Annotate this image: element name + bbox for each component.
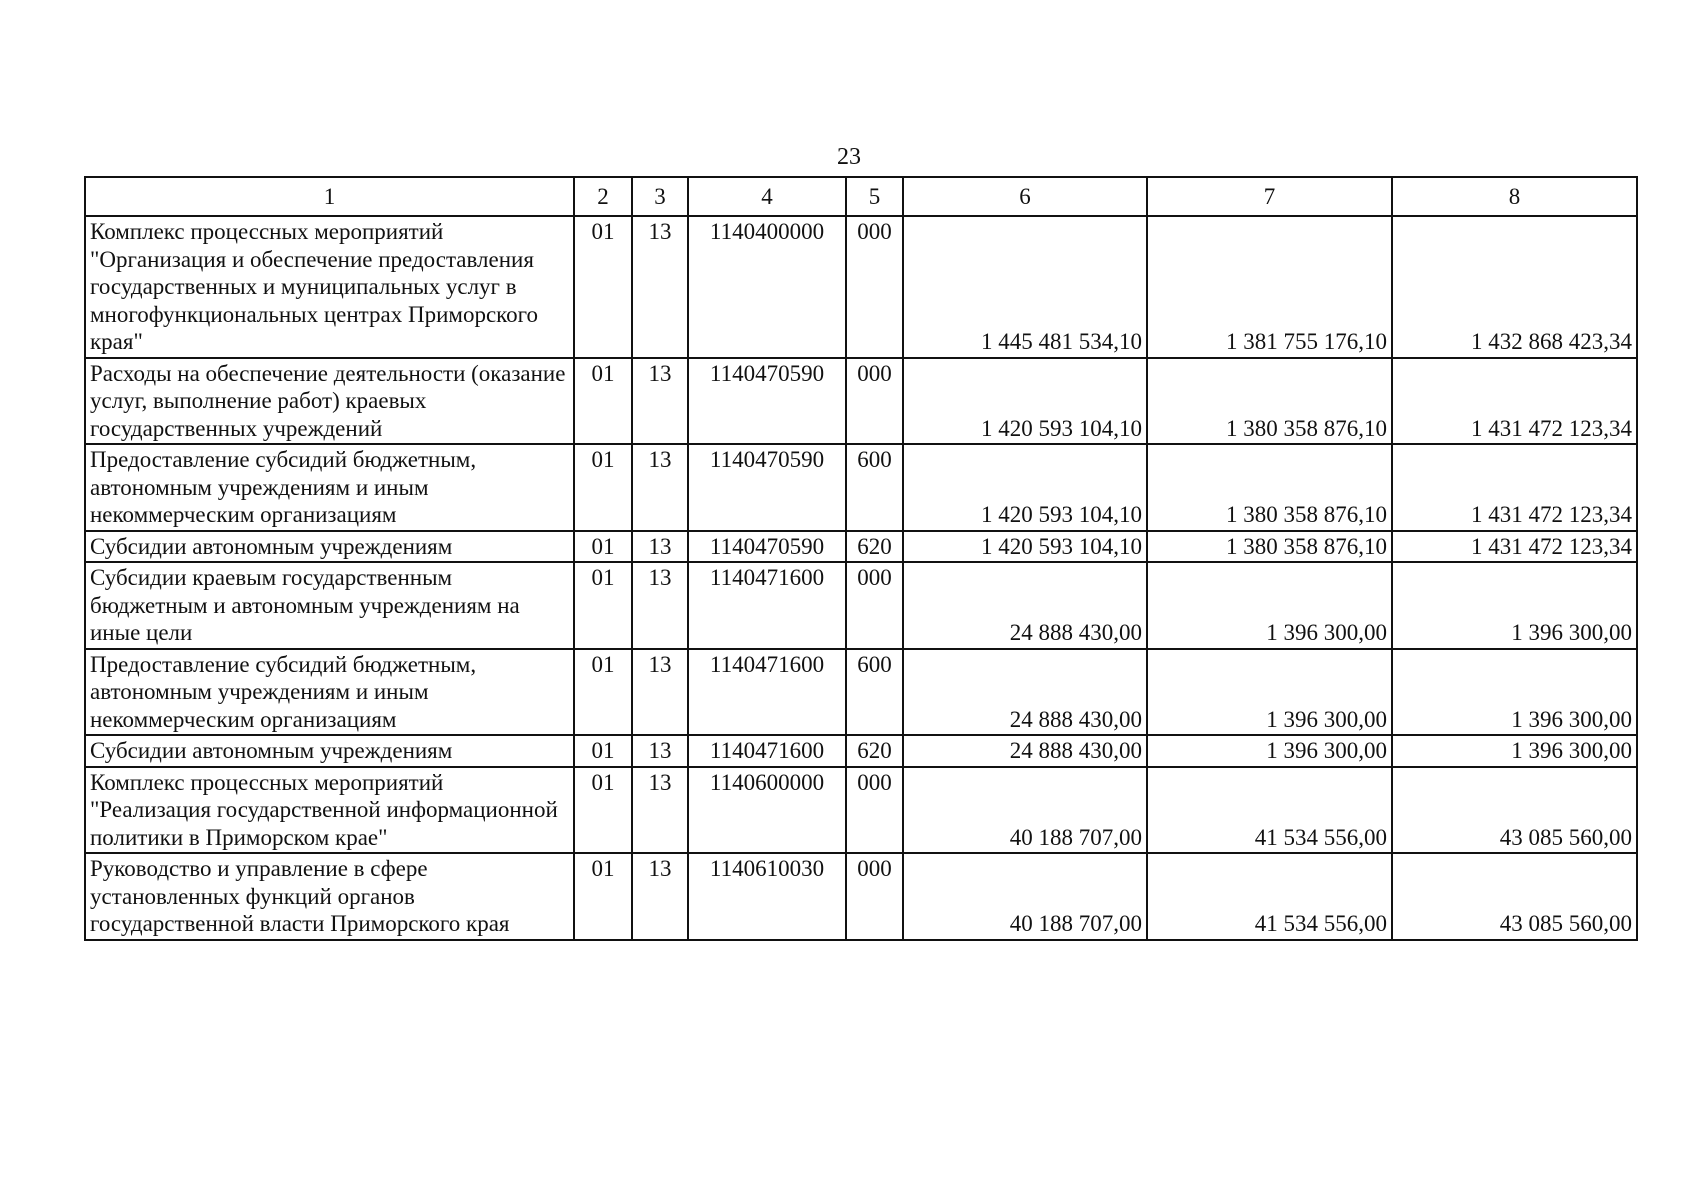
row-name: Субсидии автономным учреждениям xyxy=(85,531,574,563)
column-header: 7 xyxy=(1147,177,1392,216)
section-code: 01 xyxy=(574,767,632,854)
amount-col-6: 1 445 481 534,10 xyxy=(903,216,1147,358)
section-code: 01 xyxy=(574,444,632,531)
subsection-code: 13 xyxy=(632,562,688,649)
amount-col-7: 1 380 358 876,10 xyxy=(1147,531,1392,563)
expense-type-code: 600 xyxy=(846,444,903,531)
section-code: 01 xyxy=(574,216,632,358)
column-header: 3 xyxy=(632,177,688,216)
expense-type-code: 000 xyxy=(846,216,903,358)
amount-col-8: 1 431 472 123,34 xyxy=(1392,444,1637,531)
amount-col-6: 40 188 707,00 xyxy=(903,767,1147,854)
expense-type-code: 000 xyxy=(846,562,903,649)
expense-type-code: 620 xyxy=(846,735,903,767)
amount-col-7: 1 380 358 876,10 xyxy=(1147,358,1392,445)
column-header: 4 xyxy=(688,177,846,216)
target-article-code: 1140610030 xyxy=(688,853,846,940)
amount-col-8: 1 431 472 123,34 xyxy=(1392,358,1637,445)
row-name: Субсидии краевым государственным бюджетным и автономным учреждениям на иные цели xyxy=(85,562,574,649)
table-row xyxy=(85,358,1637,445)
row-name: Руководство и управление в сфере установленных функций органов государственной власти Приморского края xyxy=(85,853,574,940)
target-article-code: 1140400000 xyxy=(688,216,846,358)
amount-col-7: 1 396 300,00 xyxy=(1147,735,1392,767)
expense-type-code: 620 xyxy=(846,531,903,563)
amount-col-7: 41 534 556,00 xyxy=(1147,853,1392,940)
table-row xyxy=(85,562,1637,649)
amount-col-8: 1 432 868 423,34 xyxy=(1392,216,1637,358)
target-article-code: 1140471600 xyxy=(688,562,846,649)
column-header: 2 xyxy=(574,177,632,216)
column-header: 1 xyxy=(85,177,574,216)
section-code: 01 xyxy=(574,735,632,767)
row-name: Комплекс процессных мероприятий "Реализация государственной информационной политики в Приморском крае" xyxy=(85,767,574,854)
table-header-row xyxy=(85,177,1637,216)
amount-col-6: 24 888 430,00 xyxy=(903,649,1147,736)
table-row xyxy=(85,531,1637,563)
section-code: 01 xyxy=(574,358,632,445)
amount-col-8: 1 396 300,00 xyxy=(1392,649,1637,736)
amount-col-8: 1 396 300,00 xyxy=(1392,562,1637,649)
subsection-code: 13 xyxy=(632,853,688,940)
amount-col-8: 43 085 560,00 xyxy=(1392,853,1637,940)
table-row xyxy=(85,735,1637,767)
amount-col-7: 1 396 300,00 xyxy=(1147,562,1392,649)
row-name: Предоставление субсидий бюджетным, автономным учреждениям и иным некоммерческим организациям xyxy=(85,649,574,736)
amount-col-7: 1 381 755 176,10 xyxy=(1147,216,1392,358)
amount-col-6: 1 420 593 104,10 xyxy=(903,531,1147,563)
row-name: Комплекс процессных мероприятий "Организация и обеспечение предоставления государственных и муниципальных услуг в многофункциональных центрах Приморского края" xyxy=(85,216,574,358)
table-row xyxy=(85,767,1637,854)
subsection-code: 13 xyxy=(632,216,688,358)
target-article-code: 1140471600 xyxy=(688,735,846,767)
column-header: 6 xyxy=(903,177,1147,216)
subsection-code: 13 xyxy=(632,531,688,563)
amount-col-7: 1 380 358 876,10 xyxy=(1147,444,1392,531)
column-header: 8 xyxy=(1392,177,1637,216)
expense-type-code: 000 xyxy=(846,767,903,854)
amount-col-8: 1 431 472 123,34 xyxy=(1392,531,1637,563)
subsection-code: 13 xyxy=(632,735,688,767)
expense-type-code: 000 xyxy=(846,358,903,445)
section-code: 01 xyxy=(574,853,632,940)
target-article-code: 1140470590 xyxy=(688,358,846,445)
table-row xyxy=(85,649,1637,736)
amount-col-7: 1 396 300,00 xyxy=(1147,649,1392,736)
row-name: Предоставление субсидий бюджетным, автономным учреждениям и иным некоммерческим организациям xyxy=(85,444,574,531)
row-name: Расходы на обеспечение деятельности (оказание услуг, выполнение работ) краевых государственных учреждений xyxy=(85,358,574,445)
row-name: Субсидии автономным учреждениям xyxy=(85,735,574,767)
amount-col-6: 40 188 707,00 xyxy=(903,853,1147,940)
subsection-code: 13 xyxy=(632,649,688,736)
amount-col-8: 43 085 560,00 xyxy=(1392,767,1637,854)
amount-col-6: 1 420 593 104,10 xyxy=(903,358,1147,445)
table-row xyxy=(85,444,1637,531)
amount-col-8: 1 396 300,00 xyxy=(1392,735,1637,767)
amount-col-6: 24 888 430,00 xyxy=(903,735,1147,767)
amount-col-6: 1 420 593 104,10 xyxy=(903,444,1147,531)
page-number: 23 xyxy=(837,144,861,170)
subsection-code: 13 xyxy=(632,358,688,445)
table-row xyxy=(85,216,1637,358)
table-row xyxy=(85,853,1637,940)
expense-type-code: 600 xyxy=(846,649,903,736)
subsection-code: 13 xyxy=(632,444,688,531)
target-article-code: 1140600000 xyxy=(688,767,846,854)
section-code: 01 xyxy=(574,531,632,563)
subsection-code: 13 xyxy=(632,767,688,854)
target-article-code: 1140471600 xyxy=(688,649,846,736)
section-code: 01 xyxy=(574,562,632,649)
target-article-code: 1140470590 xyxy=(688,531,846,563)
target-article-code: 1140470590 xyxy=(688,444,846,531)
column-header: 5 xyxy=(846,177,903,216)
expense-type-code: 000 xyxy=(846,853,903,940)
budget-table xyxy=(84,176,1638,941)
amount-col-6: 24 888 430,00 xyxy=(903,562,1147,649)
section-code: 01 xyxy=(574,649,632,736)
amount-col-7: 41 534 556,00 xyxy=(1147,767,1392,854)
